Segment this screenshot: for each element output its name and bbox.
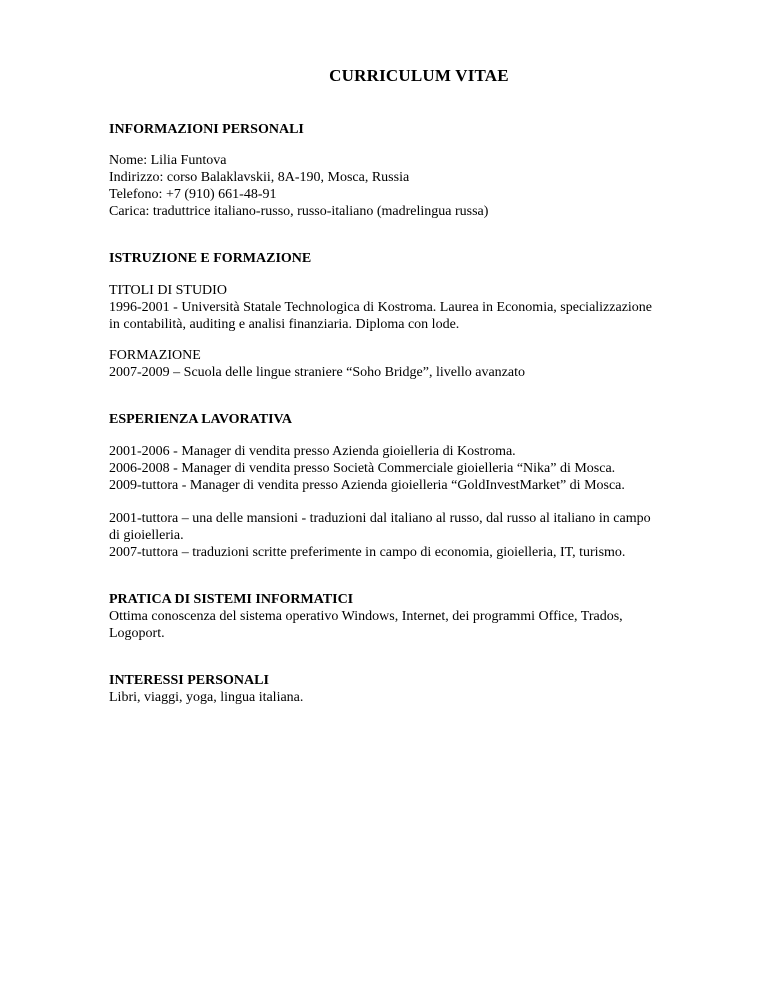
personal-info-heading: INFORMAZIONI PERSONALI — [109, 122, 304, 137]
interests-line: Libri, viaggi, yoga, lingua italiana. — [109, 690, 304, 705]
it-skills-line: Logoport. — [109, 626, 165, 641]
degree-line: 1996-2001 - Università Statale Technologica di Kostroma. Laurea in Economia, specializzazione — [109, 300, 653, 315]
job-line: 2009-tuttora - Manager di vendita presso Azienda gioielleria “GoldInvestMarket” di Mosca. — [109, 478, 625, 493]
job-line: 2006-2008 - Manager di vendita presso Società Commerciale gioielleria “Nika” di Mosca. — [109, 461, 616, 476]
degree-line: in contabilità, auditing e analisi finanziaria. Diploma con lode. — [109, 317, 460, 332]
translation-line: 2001-tuttora – una delle mansioni - traduzioni dal italiano al russo, dal russo al italiano in campo — [109, 511, 651, 526]
personal-role: Carica: traduttrice italiano-russo, russo-italiano (madrelingua russa) — [109, 204, 489, 219]
translation-line: 2007-tuttora – traduzioni scritte preferimente in campo di economia, gioielleria, IT, turismo. — [109, 545, 626, 560]
personal-name: Nome: Lilia Funtova — [109, 153, 227, 168]
personal-address: Indirizzo: corso Balaklavskii, 8A-190, Mosca, Russia — [109, 170, 410, 185]
it-skills-heading: PRATICA DI SISTEMI INFORMATICI — [109, 592, 354, 607]
education-heading: ISTRUZIONE E FORMAZIONE — [109, 251, 312, 266]
training-line: 2007-2009 – Scuola delle lingue straniere “Soho Bridge”, livello avanzato — [109, 365, 525, 380]
job-line: 2001-2006 - Manager di vendita presso Azienda gioielleria di Kostroma. — [109, 444, 516, 459]
translation-line: di gioielleria. — [109, 528, 184, 543]
experience-heading: ESPERIENZA LAVORATIVA — [109, 412, 292, 427]
document-title: CURRICULUM VITAE — [329, 66, 509, 85]
personal-phone: Telefono: +7 (910) 661-48-91 — [109, 187, 277, 202]
interests-heading: INTERESSI PERSONALI — [109, 673, 269, 688]
training-label: FORMAZIONE — [109, 348, 201, 363]
it-skills-line: Ottima conoscenza del sistema operativo Windows, Internet, dei programmi Office, Trados, — [109, 609, 623, 624]
degrees-label: TITOLI DI STUDIO — [109, 283, 227, 298]
